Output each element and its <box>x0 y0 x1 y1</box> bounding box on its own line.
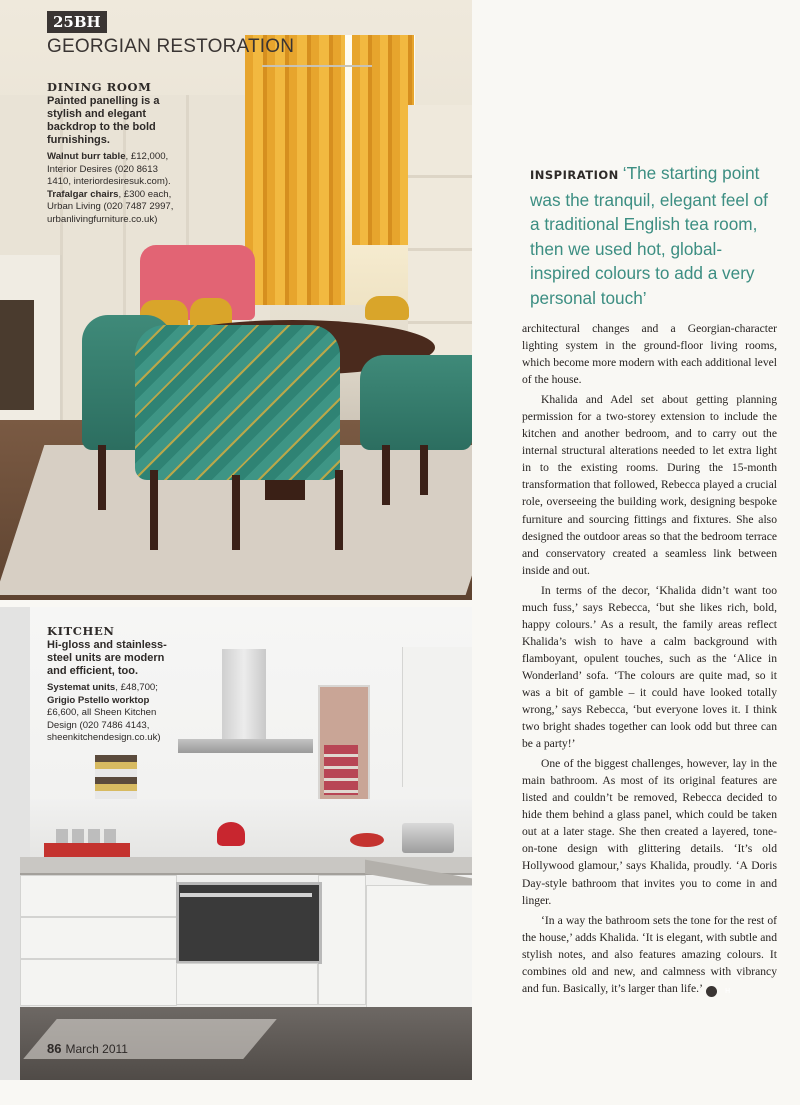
body-paragraph: architectural changes and a Georgian-character lighting system in the ground-floor living rooms, which become more modern with each additional level of the house. <box>522 322 777 387</box>
drawer <box>20 875 177 917</box>
storage-tins <box>324 745 358 795</box>
spice-rack <box>95 755 137 799</box>
section-title: GEORGIAN RESTORATION <box>47 36 295 57</box>
body-paragraph: Khalida and Adel set about getting planning permission for a two-storey extension to include the kitchen and another bedroom, and to carry out the internal structural alterations needed to let extra light in to the existing rooms. During the 15-month transformation that followed, Rebecca played a crucial role, overseeing the building work, designing bespoke furniture and sourcing fittings and fixtures. She also designed the outdoor areas so that the bedroom terrace and conservatory created a seamless link between inside and out. <box>522 393 777 577</box>
toaster <box>402 823 454 853</box>
body-paragraph: One of the biggest challenges, however, lay in the main bathroom. As most of its original features are listed and couldn’t be removed, Rebecca decided to hide them behind a glass panel, which could be taken out at a later stage. She then created a layered, tone-on-tone design with glittering details. ‘It’s old Hollywood glamour,’ says Khalida, proudly. ‘A Doris Day-style bathroom that invites you to come in and linger. <box>522 757 777 907</box>
credit-table-name: Walnut burr table <box>47 151 126 162</box>
credit-chairs-name: Trafalgar chairs <box>47 188 119 200</box>
article-body <box>522 320 777 997</box>
credit-units-details: , £48,700; <box>115 682 158 693</box>
dining-caption-lead: Painted panelling is a stylish and elegant backdrop to the bold furnishings. <box>47 95 160 146</box>
kitchen-caption <box>47 624 172 745</box>
chair-leg <box>420 445 428 495</box>
pull-quote-label: INSPIRATION <box>530 168 619 182</box>
kitchen-caption-credits <box>47 682 172 745</box>
chair-leg <box>232 475 240 550</box>
kitchen-caption-lead: Hi-gloss and stainless-steel units are modern and efficient, too. <box>47 639 167 677</box>
red-kettle <box>217 822 245 846</box>
fireplace-opening <box>0 300 34 410</box>
chair-leg <box>98 445 106 510</box>
drawer <box>20 917 177 959</box>
chair-leg <box>382 445 390 505</box>
credit-table-details: , £12,000, Interior Desires (020 8613 1410, interiordesiresuk.com). <box>47 151 171 187</box>
credit-worktop-details: £6,600, all Sheen Kitchen Design (020 7486 4143, sheenkitchendesign.co.uk) <box>47 707 161 743</box>
yellow-chair-back <box>365 296 409 320</box>
kitchen-photo <box>0 607 472 1080</box>
tall-units <box>402 647 472 787</box>
credit-units-name: Systemat units <box>47 682 116 693</box>
body-paragraph: In terms of the decor, ‘Khalida didn’t want too much fuss,’ says Rebecca, ‘but she likes rich, bold, happy colours.’ As a result, the family areas reflect Khalida’s wish to have a calm background with flamboyant, opulent touches, such as the ‘Alice in Wonderland’ sofa. ‘The colours are quite mad, so it was a bit of gamble – it could have looked totally wrong,’ says Rebecca, ‘but everyone loves it. I think two bright shades together can look odd but three can be a party!’ <box>522 583 777 751</box>
body-paragraph-last <box>522 912 777 997</box>
extractor-hood <box>222 649 266 749</box>
pull-quote-text: ‘The starting point was the tranquil, elegant feel of a traditional English tea room, then we used hot, global-inspired colours to add a very personal touch’ <box>530 163 768 308</box>
dining-room-photo <box>0 0 472 600</box>
credit-worktop-name: Grigio Pstello worktop <box>47 694 150 706</box>
section-tag: 25BH <box>47 11 107 33</box>
red-tray <box>44 843 130 857</box>
teal-chair-right <box>360 355 472 450</box>
cabinet-door <box>318 875 366 1005</box>
dining-caption-heading: DINING ROOM <box>47 80 152 94</box>
kitchen-caption-heading: KITCHEN <box>47 624 115 638</box>
body-paragraph-text: ‘In a way the bathroom sets the tone for the rest of the house,’ adds Khalida. ‘It is elegant, with subtle and stylish notes, and also features amazing colours. It combines old and new, and calmness with vibrancy and fun. Basically, it’s larger than life.’ <box>522 913 777 995</box>
fruit-bowl <box>350 833 384 847</box>
curtain-left <box>245 35 345 305</box>
oven-handle <box>180 893 312 897</box>
pull-quote <box>530 161 775 310</box>
dining-caption <box>47 80 177 226</box>
extractor-hood-canopy <box>178 739 313 753</box>
dining-caption-credits <box>47 151 177 226</box>
issue-date: March 2011 <box>65 1042 128 1056</box>
page-folio <box>47 1041 128 1056</box>
chair-leg <box>335 470 343 550</box>
drawer <box>176 963 318 1005</box>
chair-leg <box>150 470 158 550</box>
drawer <box>20 959 177 1006</box>
teal-chair-front <box>135 325 340 480</box>
end-of-article-icon: H <box>706 986 717 997</box>
page-number: 86 <box>47 1041 62 1056</box>
credit-chairs-details: , £300 each, Urban Living (020 7487 2997, urbanlivingfurniture.co.uk) <box>47 188 174 225</box>
